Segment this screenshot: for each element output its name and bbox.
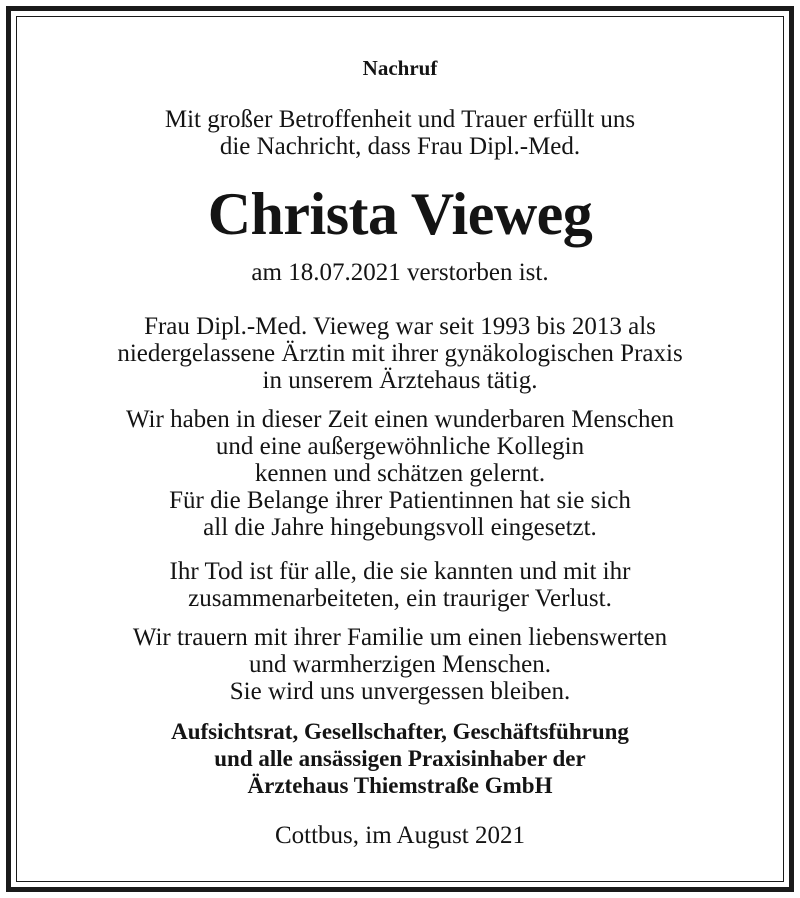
paragraph-2-line-4: Für die Belange ihrer Patientinnen hat sie sich <box>169 487 631 514</box>
signature-line-3: Ärztehaus Thiemstraße GmbH <box>247 773 553 798</box>
paragraph-2-line-1: Wir haben in dieser Zeit einen wunderbaren Menschen <box>125 406 675 433</box>
paragraph-2-line-5: all die Jahre hingebungsvoll eingesetzt. <box>203 514 597 541</box>
deceased-name: Christa Vieweg <box>207 181 593 247</box>
paragraph-4-line-3: Sie wird uns unvergessen bleiben. <box>229 678 571 705</box>
paragraph-2-line-3: kennen und schätzen gelernt. <box>254 460 546 487</box>
paragraph-1-line-2: niedergelassene Ärztin mit ihrer gynäkologischen Praxis <box>117 340 683 367</box>
place-date-line: Cottbus, im August 2021 <box>274 822 526 849</box>
paragraph-3-line-2: zusammenarbeiteten, ein trauriger Verlust. <box>188 585 612 612</box>
paragraph-4-line-1: Wir trauern mit ihrer Familie um einen liebenswerten <box>132 624 668 651</box>
paragraph-1-line-3: in unserem Ärztehaus tätig. <box>262 367 538 394</box>
intro-line-2: die Nachricht, dass Frau Dipl.-Med. <box>219 133 581 160</box>
paragraph-4-line-2: und warmherzigen Menschen. <box>249 651 551 678</box>
obituary-heading: Nachruf <box>362 56 438 80</box>
intro-line-1: Mit großer Betroffenheit und Trauer erfüllt uns <box>164 106 636 133</box>
paragraph-3-line-1: Ihr Tod ist für alle, die sie kannten und mit ihr <box>169 558 631 585</box>
signature-line-1: Aufsichtsrat, Gesellschafter, Geschäftsführung <box>171 719 629 744</box>
paragraph-1-line-1: Frau Dipl.-Med. Vieweg war seit 1993 bis 2013 als <box>144 313 656 340</box>
signature-line-2: und alle ansässigen Praxisinhaber der <box>214 746 586 771</box>
death-date-line: am 18.07.2021 verstorben ist. <box>251 259 549 286</box>
paragraph-2-line-2: und eine außergewöhnliche Kollegin <box>215 433 585 460</box>
